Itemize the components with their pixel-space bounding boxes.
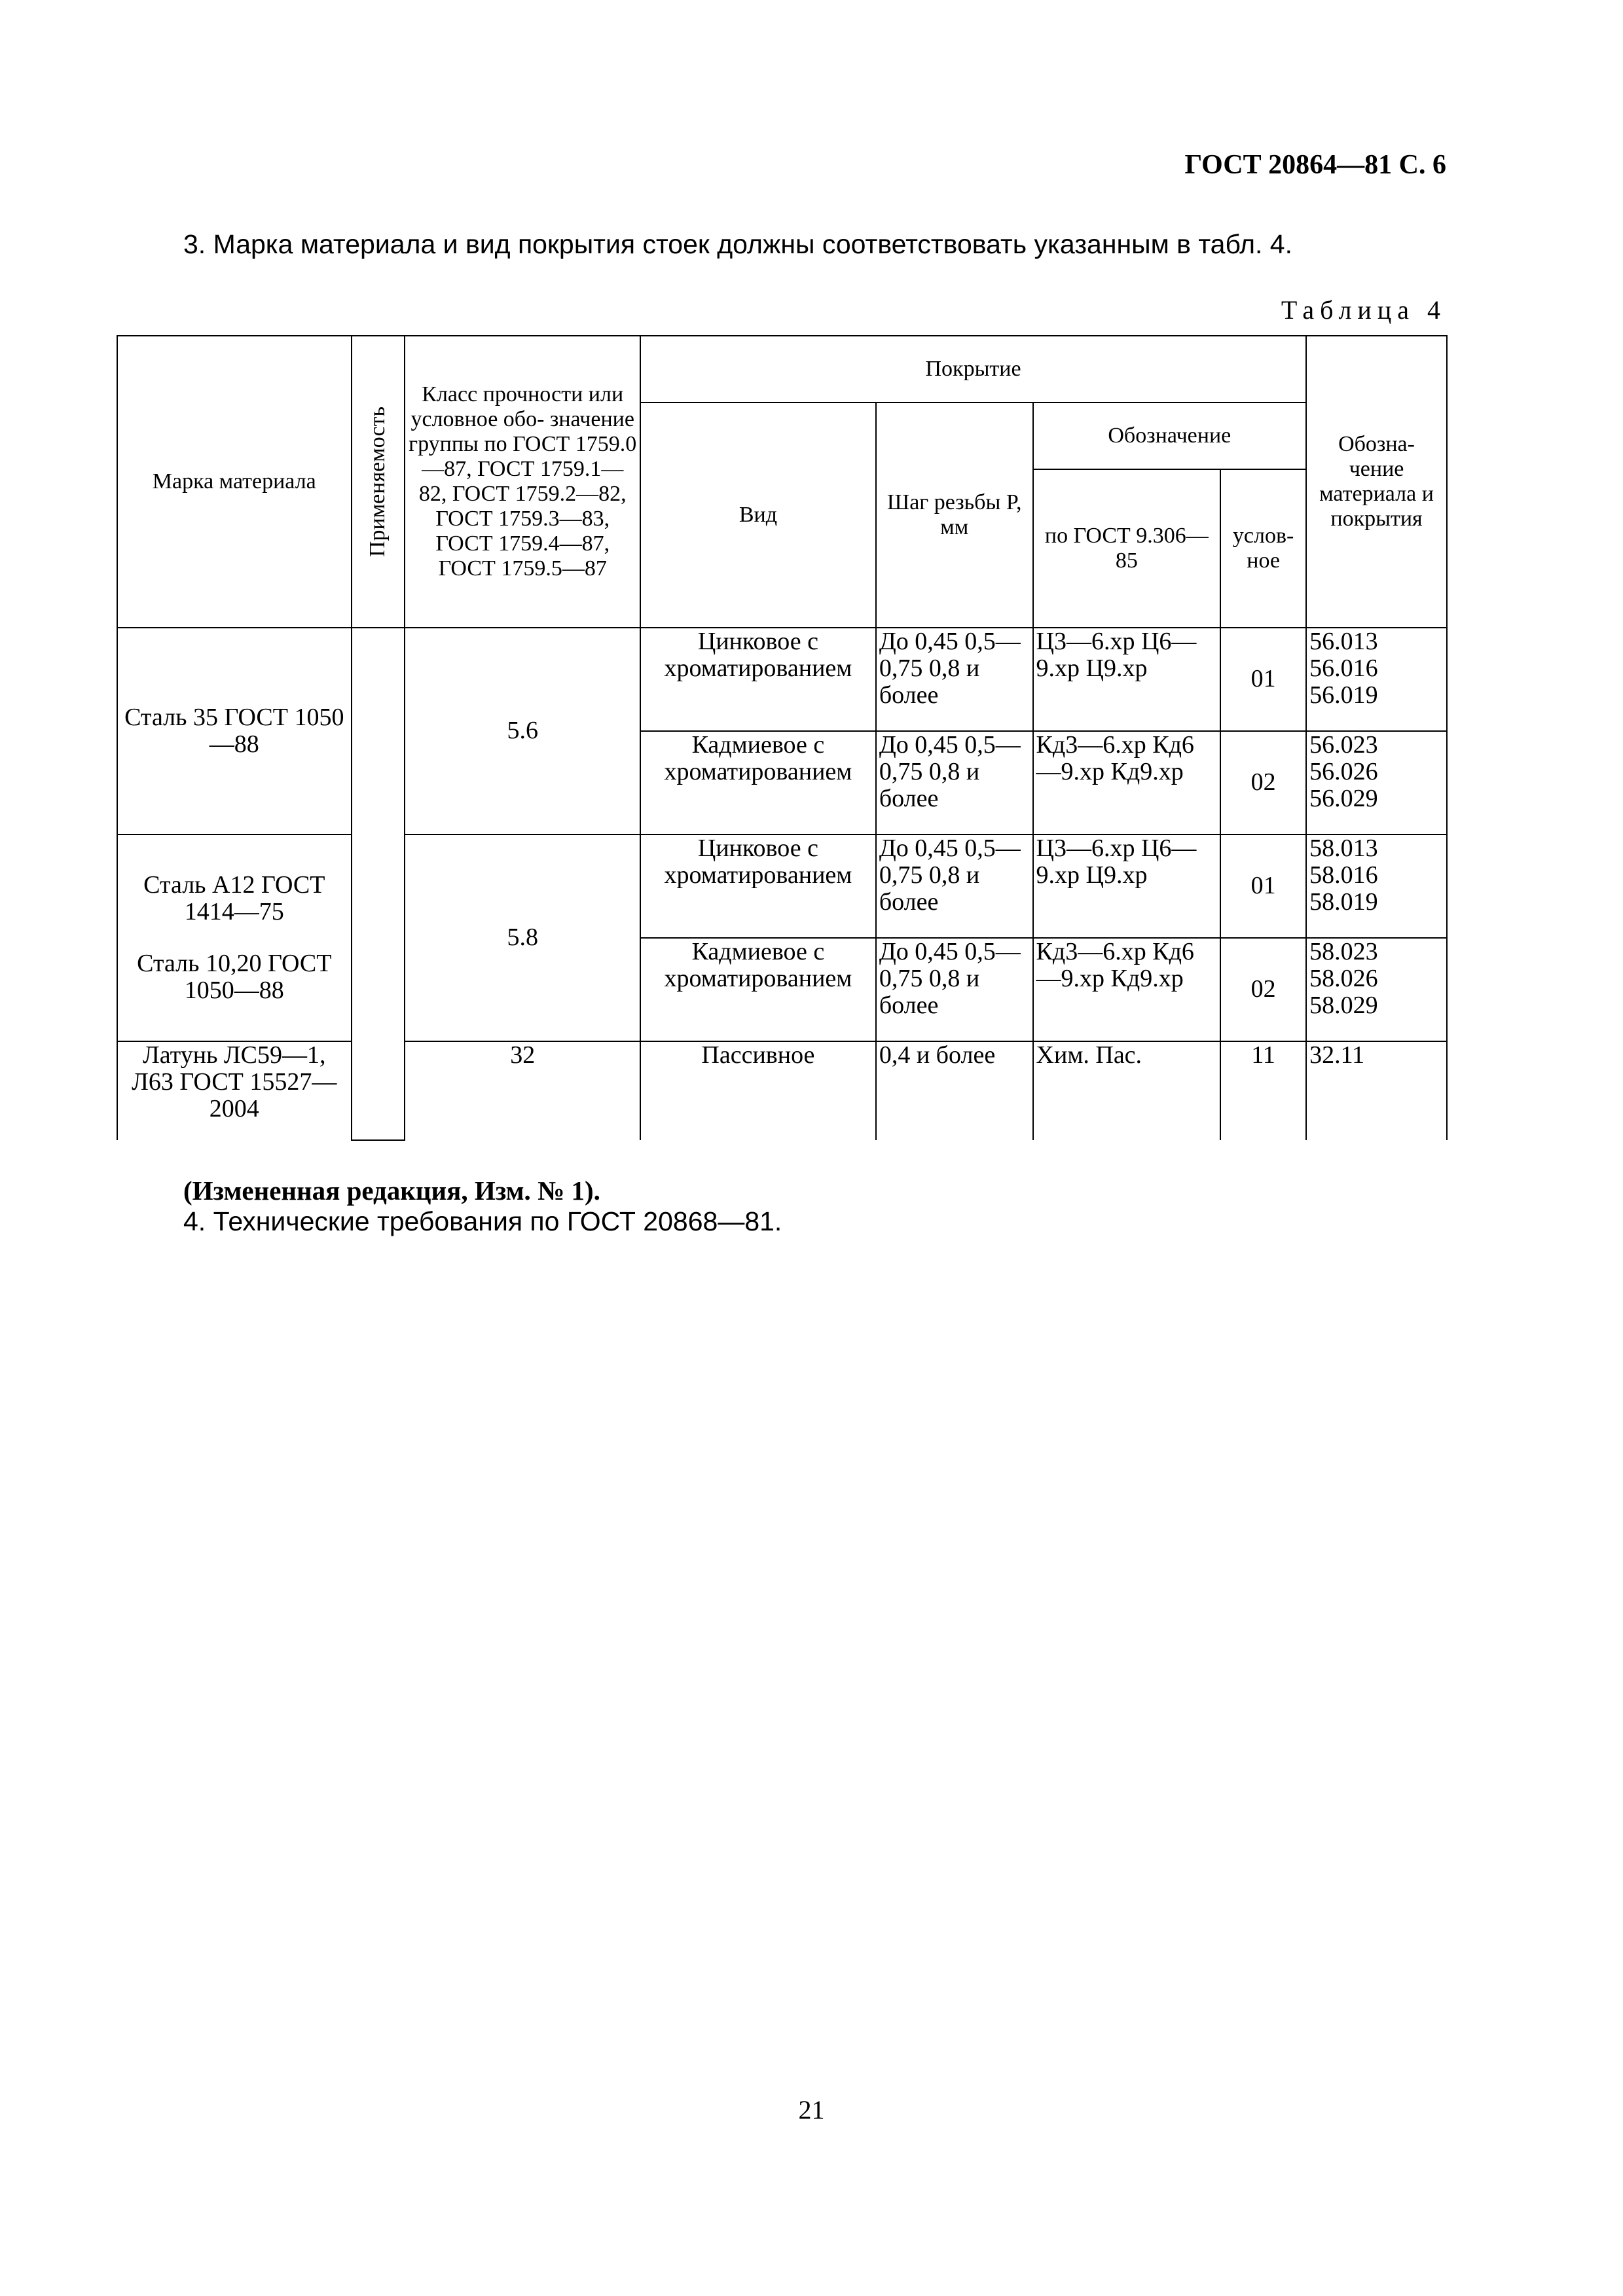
conventional-cell: 01 — [1220, 834, 1306, 938]
coating-type-cell: Пассивное — [640, 1041, 876, 1140]
header-row-1 — [117, 336, 1447, 403]
table-row — [117, 1041, 1447, 1140]
conventional-cell: 01 — [1220, 628, 1306, 731]
table-caption: Таблица 4 — [1281, 295, 1446, 325]
document-header: ГОСТ 20864—81 С. 6 — [1184, 150, 1446, 180]
conventional-cell: 02 — [1220, 731, 1306, 834]
gost-designation-cell: Хим. Пас. — [1033, 1041, 1221, 1140]
table-row — [117, 834, 1447, 938]
gost-designation-cell: Ц3—6.хр Ц6—9.хр Ц9.хр — [1033, 628, 1221, 731]
applicability-cell — [352, 628, 405, 1140]
gost-designation-cell: Ц3—6.хр Ц6—9.хр Ц9.хр — [1033, 834, 1221, 938]
gost-designation-cell: Кд3—6.хр Кд6—9.хр Кд9.хр — [1033, 731, 1221, 834]
conventional-cell: 02 — [1220, 938, 1306, 1041]
col-conventional-header: услов- ное — [1220, 469, 1306, 628]
code-cell: 58.023 58.026 58.029 — [1306, 938, 1447, 1041]
material-cell: Сталь 35 ГОСТ 1050—88 — [117, 628, 352, 834]
col-strength-header: Класс прочности или условное обо- значение группы по ГОСТ 1759.0—87, ГОСТ 1759.1—82, ГОСТ 1759.2—82, ГОСТ 1759.3—83, ГОСТ 1759.4—87, ГОСТ 1759.5—87 — [405, 336, 640, 628]
pitch-cell: До 0,45 0,5—0,75 0,8 и более — [876, 938, 1033, 1041]
change-note: (Измененная редакция, Изм. № 1). — [183, 1175, 600, 1206]
strength-cell: 5.6 — [405, 628, 640, 834]
pitch-cell: До 0,45 0,5—0,75 0,8 и более — [876, 834, 1033, 938]
material-cell — [117, 834, 352, 1041]
coating-type-cell: Кадмиевое с хроматированием — [640, 938, 876, 1041]
intro-paragraph: 3. Марка материала и вид покрытия стоек должны соответствовать указанным в табл. 4. — [183, 229, 1292, 259]
code-cell: 56.023 56.026 56.029 — [1306, 731, 1447, 834]
page-number: 21 — [798, 2095, 825, 2125]
col-designation-header: Обозначение — [1033, 403, 1307, 469]
coating-type-cell: Цинковое с хроматированием — [640, 834, 876, 938]
coating-type-cell: Кадмиевое с хроматированием — [640, 731, 876, 834]
item-4: 4. Технические требования по ГОСТ 20868—81. — [183, 1206, 782, 1236]
materials-table — [117, 335, 1448, 1141]
code-cell: 32.11 — [1306, 1041, 1447, 1140]
material-line: Сталь А12 ГОСТ 1414—75 — [143, 870, 325, 925]
code-cell: 56.013 56.016 56.019 — [1306, 628, 1447, 731]
col-coating-header: Покрытие — [640, 336, 1306, 403]
material-line: Сталь 10,20 ГОСТ 1050—88 — [137, 950, 332, 1005]
material-cell: Латунь ЛС59—1, Л63 ГОСТ 15527—2004 — [117, 1041, 352, 1140]
strength-cell: 5.8 — [405, 834, 640, 1041]
coating-type-cell: Цинковое с хроматированием — [640, 628, 876, 731]
col-material-header: Марка материала — [117, 336, 352, 628]
strength-cell: 32 — [405, 1041, 640, 1140]
gost-designation-cell: Кд3—6.хр Кд6—9.хр Кд9.хр — [1033, 938, 1221, 1041]
pitch-cell: До 0,45 0,5—0,75 0,8 и более — [876, 628, 1033, 731]
col-gost-header: по ГОСТ 9.306—85 — [1033, 469, 1221, 628]
col-applicability-header: Применяемость — [352, 336, 405, 628]
conventional-cell: 11 — [1220, 1041, 1306, 1140]
code-cell: 58.013 58.016 58.019 — [1306, 834, 1447, 938]
pitch-cell: До 0,45 0,5—0,75 0,8 и более — [876, 731, 1033, 834]
table-row — [117, 628, 1447, 731]
pitch-cell: 0,4 и более — [876, 1041, 1033, 1140]
col-type-header: Вид — [640, 403, 876, 628]
col-code-header: Обозна- чение материала и покрытия — [1306, 336, 1447, 628]
col-pitch-header: Шаг резьбы P, мм — [876, 403, 1033, 628]
